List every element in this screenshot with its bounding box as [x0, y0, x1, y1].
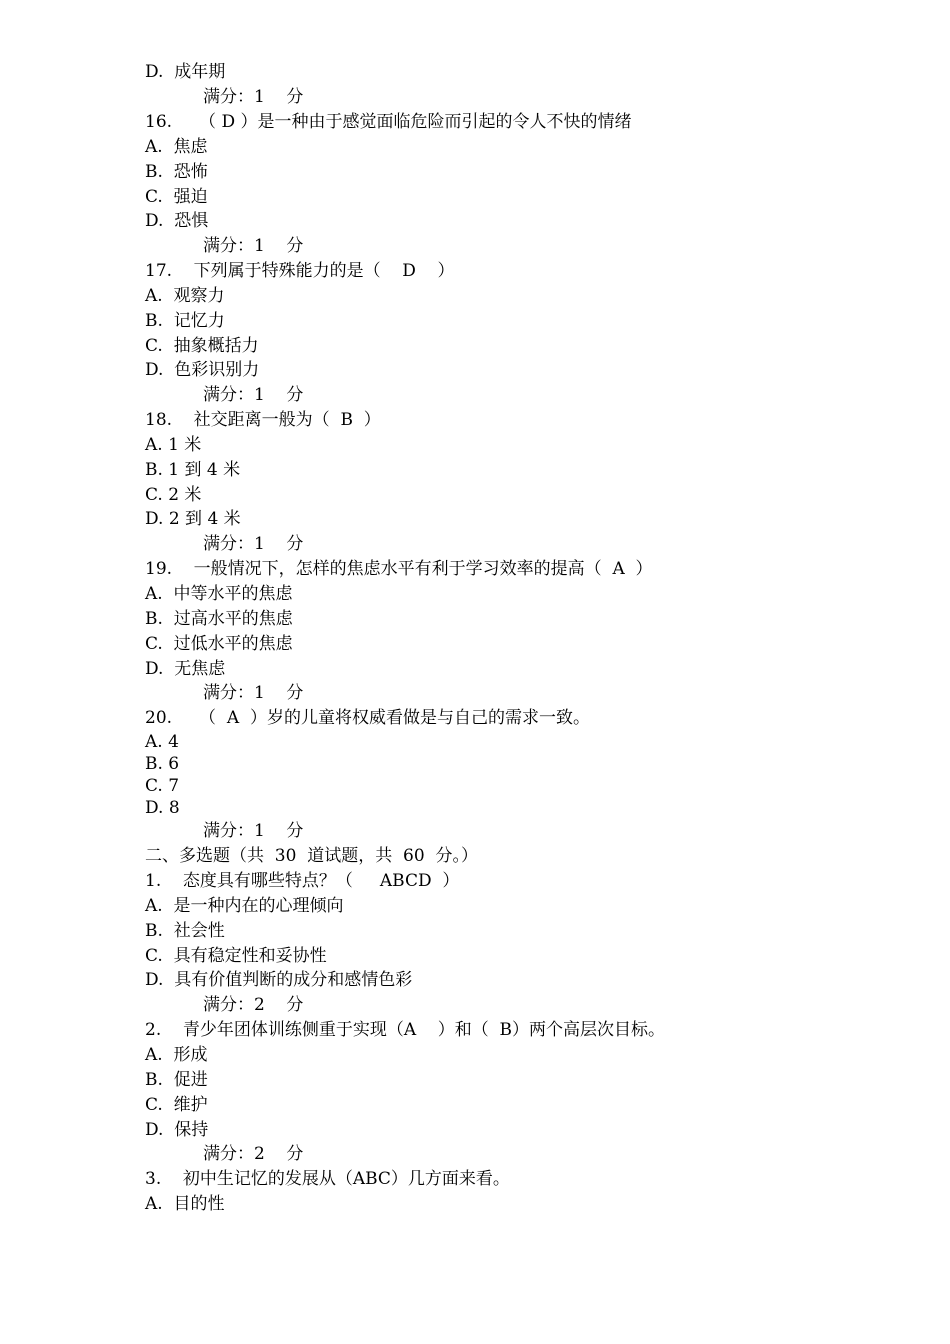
option-line: A. 1 米	[145, 435, 202, 455]
section-heading: 二、多选题（共 30 道试题，共 60 分。）	[145, 846, 478, 866]
option-line: A. 焦虑	[145, 137, 208, 157]
option-line: C. 具有稳定性和妥协性	[145, 946, 327, 966]
option-line: B. 恐怖	[145, 162, 208, 182]
option-line: B. 记忆力	[145, 311, 225, 331]
score-line: 满分：1 分	[203, 683, 304, 703]
question-line: 16. （ D ）是一种由于感觉面临危险而引起的令人不快的情绪	[145, 112, 632, 132]
question-line: 18. 社交距离一般为（ B ）	[145, 410, 381, 430]
option-line: C. 过低水平的焦虑	[145, 634, 293, 654]
option-line: A. 4	[145, 732, 179, 752]
question-line: 2. 青少年团体训练侧重于实现（A ）和（ B）两个高层次目标。	[145, 1020, 666, 1040]
option-line: C. 维护	[145, 1095, 208, 1115]
option-line: A. 观察力	[145, 286, 225, 306]
question-line: 3. 初中生记忆的发展从（ABC）几方面来看。	[145, 1169, 510, 1189]
option-line: B. 社会性	[145, 921, 225, 941]
score-line: 满分：1 分	[203, 821, 304, 841]
score-line: 满分：2 分	[203, 995, 304, 1015]
score-line: 满分：1 分	[203, 87, 304, 107]
option-line: B. 过高水平的焦虑	[145, 609, 293, 629]
option-line: D. 成年期	[145, 62, 226, 82]
option-line: D. 具有价值判断的成分和感情色彩	[145, 970, 413, 990]
option-line: A. 目的性	[145, 1194, 225, 1214]
score-line: 满分：1 分	[203, 236, 304, 256]
score-line: 满分：2 分	[203, 1144, 304, 1164]
option-line: D. 2 到 4 米	[145, 509, 241, 529]
option-line: A. 中等水平的焦虑	[145, 584, 293, 604]
question-line: 19. 一般情况下，怎样的焦虑水平有利于学习效率的提高（ A ）	[145, 559, 653, 579]
option-line: A. 是一种内在的心理倾向	[145, 896, 344, 916]
option-line: D. 恐惧	[145, 211, 209, 231]
option-line: D. 色彩识别力	[145, 360, 260, 380]
option-line: D. 保持	[145, 1120, 209, 1140]
option-line: A. 形成	[145, 1045, 208, 1065]
option-line: B. 6	[145, 754, 180, 774]
option-line: B. 1 到 4 米	[145, 460, 241, 480]
question-line: 1. 态度具有哪些特点？（ ABCD ）	[145, 871, 460, 891]
score-line: 满分：1 分	[203, 385, 304, 405]
option-line: C. 抽象概括力	[145, 336, 259, 356]
option-line: C. 7	[145, 776, 180, 796]
option-line: D. 无焦虑	[145, 659, 226, 679]
question-line: 20. （ A ）岁的儿童将权威看做是与自己的需求一致。	[145, 708, 590, 728]
option-line: B. 促进	[145, 1070, 208, 1090]
score-line: 满分：1 分	[203, 534, 304, 554]
option-line: C. 强迫	[145, 187, 208, 207]
question-line: 17. 下列属于特殊能力的是（ D ）	[145, 261, 455, 281]
option-line: C. 2 米	[145, 485, 202, 505]
option-line: D. 8	[145, 798, 180, 818]
